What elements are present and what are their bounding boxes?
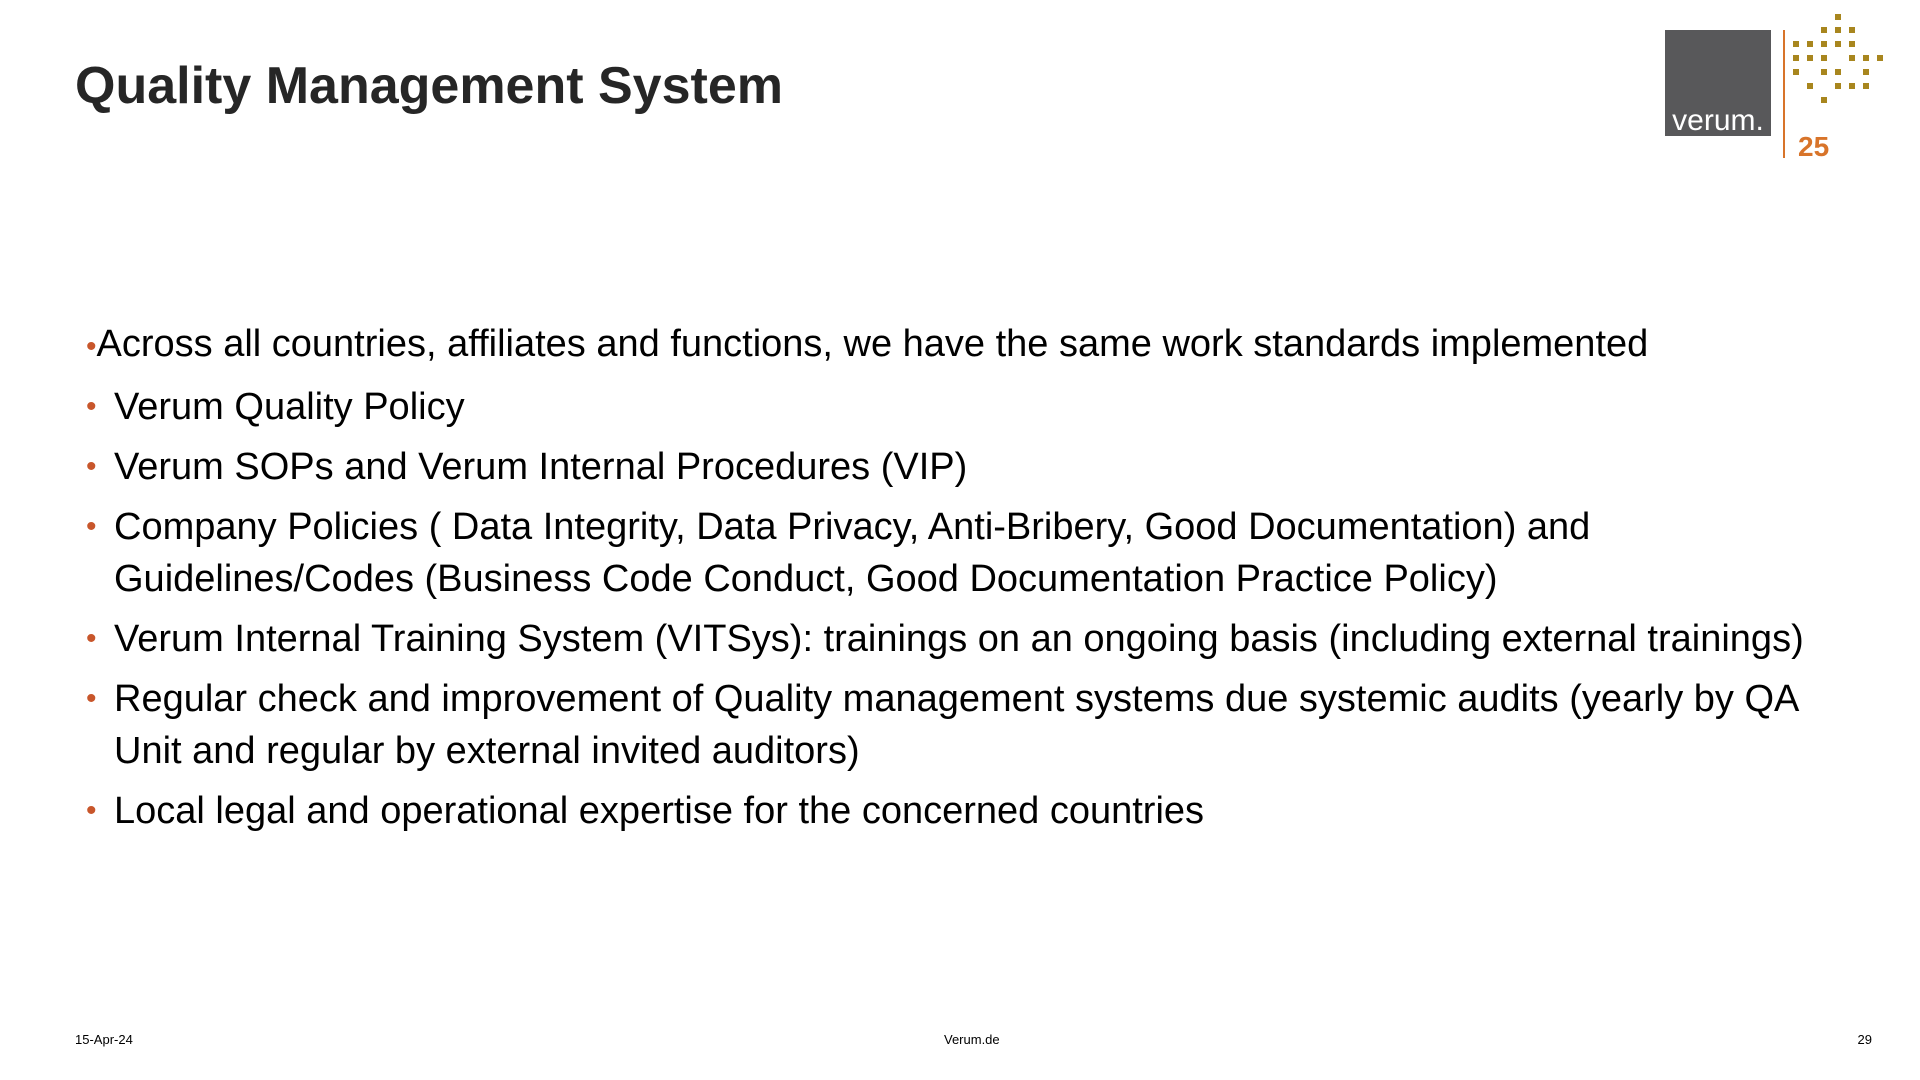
bullet-item xyxy=(86,501,1866,605)
slide-content xyxy=(86,318,1866,845)
intro-line xyxy=(86,318,1866,373)
bullet-text: Verum Quality Policy xyxy=(114,386,465,428)
bullet-dot: • xyxy=(86,794,97,827)
bullet-text: Local legal and operational expertise for the concerned countries xyxy=(114,790,1205,832)
logo-dot-pattern xyxy=(1793,14,1883,103)
bullet-text: Verum SOPs and Verum Internal Procedures (VIP) xyxy=(114,446,968,488)
bullet-dot: • xyxy=(86,682,97,715)
logo-anniversary: 25 xyxy=(1798,131,1830,162)
bullet-item xyxy=(86,673,1866,777)
bullet-dot: • xyxy=(86,450,97,483)
bullet-item xyxy=(86,381,1866,433)
footer-date: 15-Apr-24 xyxy=(75,1032,133,1047)
footer-site: Verum.de xyxy=(944,1032,1000,1047)
bullet-dot: • xyxy=(86,622,97,655)
bullet-text: Company Policies ( Data Integrity, Data Privacy, Anti-Bribery, Good Documentation) and Guidelines/Codes (Business Code Conduct, Good Documentation Practice Policy) xyxy=(114,506,1591,600)
bullet-item xyxy=(86,785,1866,837)
bullet-item xyxy=(86,441,1866,493)
page-number: 29 xyxy=(1857,1032,1872,1047)
intro-text: Across all countries, affiliates and functions, we have the same work standards implemented xyxy=(96,323,1649,365)
verum-logo xyxy=(1650,10,1890,170)
bullet-dot: • xyxy=(86,510,97,543)
slide-title: Quality Management System xyxy=(75,57,783,115)
bullet-list xyxy=(86,381,1866,837)
logo-wordmark: verum. xyxy=(1672,104,1764,137)
bullet-dot: • xyxy=(86,330,97,363)
bullet-item xyxy=(86,613,1866,665)
bullet-dot: • xyxy=(86,390,97,423)
bullet-text: Regular check and improvement of Quality management systems due systemic audits (yearly by QA Unit and regular by external invited auditors) xyxy=(114,678,1798,772)
bullet-text: Verum Internal Training System (VITSys): trainings on an ongoing basis (including external trainings) xyxy=(114,618,1804,660)
